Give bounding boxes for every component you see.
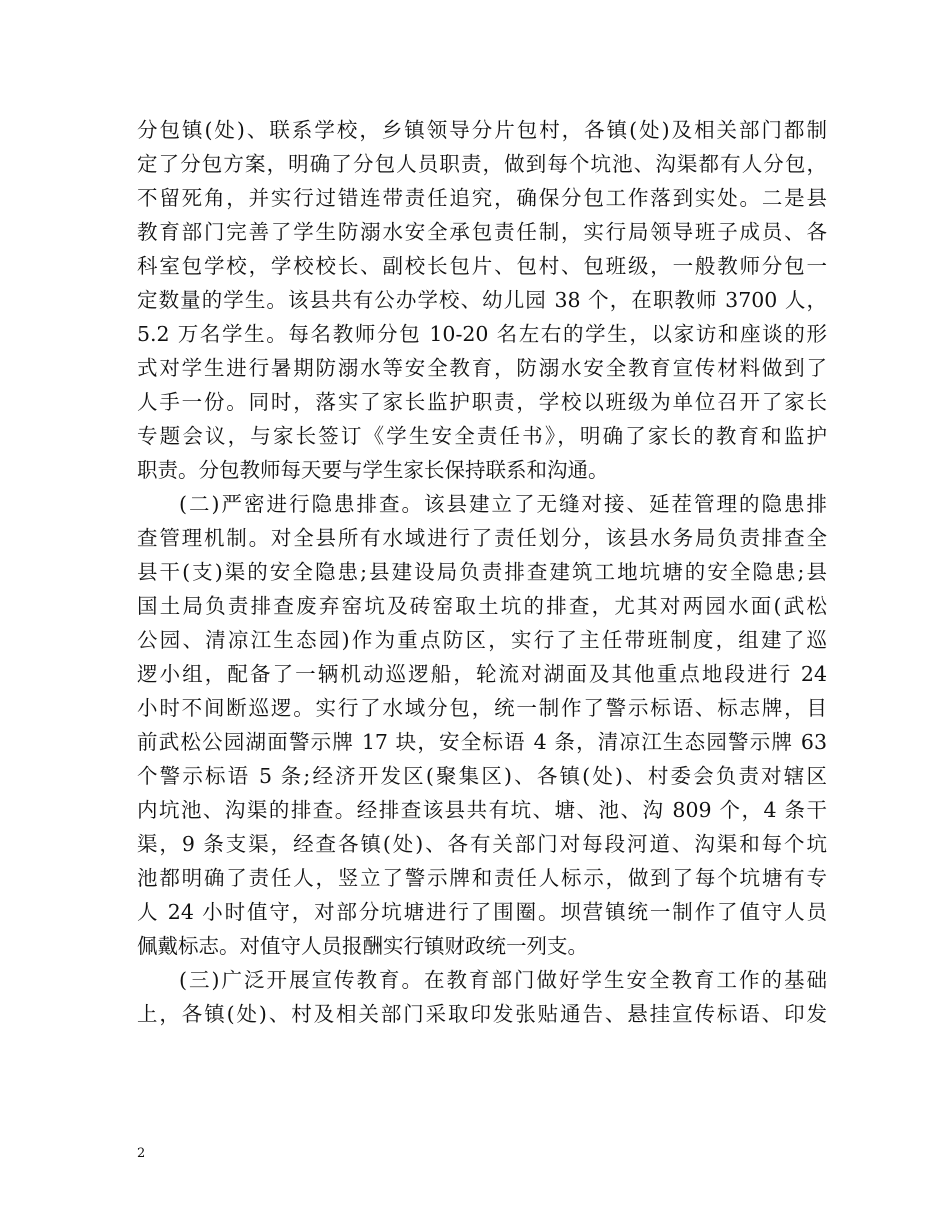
text-line: (三)广泛开展宣传教育。在教育部门做好学生安全教育工作的基础 bbox=[179, 968, 827, 992]
text-line: 佩戴标志。对值守人员报酬实行镇财政统一列支。 bbox=[137, 934, 588, 958]
text-line: 专题会议，与家长签订《学生安全责任书》，明确了家长的教育和监护 bbox=[137, 424, 827, 448]
text-line: 个警示标语 5 条;经济开发区(聚集区)、各镇(处)、村委会负责对辖区 bbox=[137, 764, 827, 788]
text-line: 小时不间断巡逻。实行了水域分包，统一制作了警示标语、标志牌，目 bbox=[137, 696, 827, 720]
text-line: (二)严密进行隐患排查。该县建立了无缝对接、延茬管理的隐患排 bbox=[179, 492, 827, 516]
text-line: 职责。分包教师每天要与学生家长保持联系和沟通。 bbox=[137, 458, 609, 482]
text-line: 定了分包方案，明确了分包人员职责，做到每个坑池、沟渠都有人分包， bbox=[137, 152, 827, 176]
text-line: 式对学生进行暑期防溺水等安全教育，防溺水安全教育宣传材料做到了 bbox=[137, 356, 827, 380]
text-line: 公园、清凉江生态园)作为重点防区，实行了主任带班制度，组建了巡 bbox=[137, 628, 827, 652]
text-line: 不留死角，并实行过错连带责任追究，确保分包工作落到实处。二是县 bbox=[137, 186, 827, 210]
text-line: 县干(支)渠的安全隐患;县建设局负责排查建筑工地坑塘的安全隐患;县 bbox=[137, 560, 827, 584]
text-line: 池都明确了责任人，竖立了警示牌和责任人标示，做到了每个坑塘有专 bbox=[137, 866, 827, 890]
text-line: 上，各镇(处)、村及相关部门采取印发张贴通告、悬挂宣传标语、印发 bbox=[137, 1002, 827, 1026]
text-line: 分包镇(处)、联系学校，乡镇领导分片包村，各镇(处)及相关部门都制 bbox=[137, 118, 827, 142]
text-line: 科室包学校，学校校长、副校长包片、包村、包班级，一般教师分包一 bbox=[137, 254, 827, 278]
text-line: 人手一份。同时，落实了家长监护职责，学校以班级为单位召开了家长 bbox=[137, 390, 827, 414]
body-text bbox=[137, 113, 827, 1031]
text-line: 国土局负责排查废弃窑坑及砖窑取土坑的排查，尤其对两园水面(武松 bbox=[137, 594, 827, 618]
text-line: 逻小组，配备了一辆机动巡逻船，轮流对湖面及其他重点地段进行 24 bbox=[137, 662, 827, 686]
text-line: 人 24 小时值守，对部分坑塘进行了围圈。坝营镇统一制作了值守人员 bbox=[137, 900, 827, 924]
text-line: 5.2 万名学生。每名教师分包 10-20 名左右的学生，以家访和座谈的形 bbox=[137, 322, 827, 346]
text-line: 查管理机制。对全县所有水域进行了责任划分，该县水务局负责排查全 bbox=[137, 526, 827, 550]
text-line: 渠，9 条支渠，经查各镇(处)、各有关部门对每段河道、沟渠和每个坑 bbox=[137, 832, 827, 856]
text-line: 内坑池、沟渠的排查。经排查该县共有坑、塘、池、沟 809 个，4 条干 bbox=[137, 798, 827, 822]
text-line: 教育部门完善了学生防溺水安全承包责任制，实行局领导班子成员、各 bbox=[137, 220, 827, 244]
text-line: 前武松公园湖面警示牌 17 块，安全标语 4 条，清凉江生态园警示牌 63 bbox=[137, 730, 827, 754]
page-number: 2 bbox=[137, 1146, 146, 1161]
text-line: 定数量的学生。该县共有公办学校、幼儿园 38 个，在职教师 3700 人， bbox=[137, 288, 827, 312]
